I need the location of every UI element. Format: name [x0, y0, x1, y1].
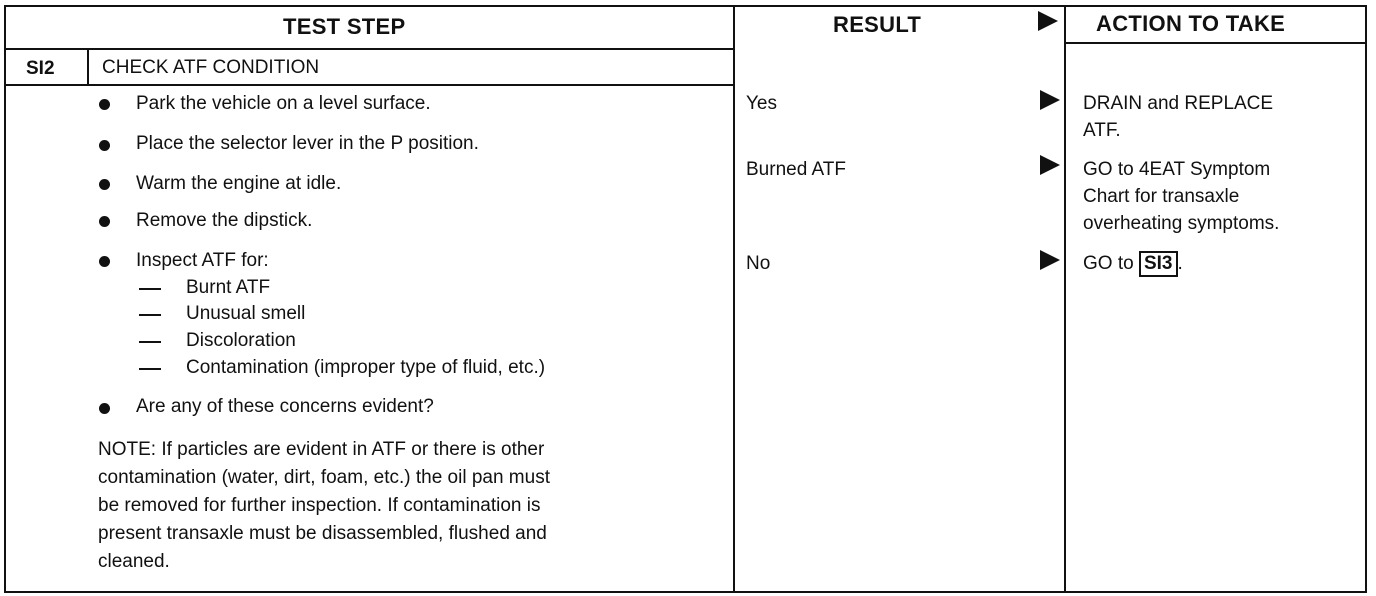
header-divider-right [1064, 42, 1367, 44]
step-id-divider [87, 48, 89, 86]
sub-item-text: Unusual smell [186, 303, 306, 324]
result-burned: Burned ATF [746, 159, 846, 180]
sub-item-text: Discoloration [186, 330, 296, 351]
note-line: cleaned. [98, 551, 170, 572]
bullet-icon [99, 99, 110, 110]
step-title: CHECK ATF CONDITION [102, 57, 320, 78]
bullet-text: Are any of these concerns evident? [136, 396, 434, 417]
header-test-step: TEST STEP [283, 14, 406, 39]
action-yes-line: DRAIN and REPLACE [1083, 93, 1274, 114]
bullet-icon [99, 140, 110, 151]
note-block [98, 436, 718, 576]
action-burned-line: GO to 4EAT Symptom [1083, 159, 1271, 180]
result-arrow-icon [1040, 250, 1060, 270]
dash-icon [139, 341, 161, 343]
sub-item-text: Contamination (improper type of fluid, etc.) [186, 357, 546, 378]
bullet-icon [99, 256, 110, 267]
bullet-text: Remove the dipstick. [136, 210, 313, 231]
action-burned-line: Chart for transaxle [1083, 186, 1240, 207]
note-line: contamination (water, dirt, foam, etc.) the oil pan must [98, 467, 550, 488]
step-title-divider [4, 84, 735, 86]
divider-test-result [733, 5, 735, 593]
action-burned-line: overheating symptoms. [1083, 213, 1280, 234]
note-line: NOTE: If particles are evident in ATF or there is other [98, 439, 545, 460]
action-no-prefix: GO to [1083, 253, 1139, 274]
result-yes: Yes [746, 93, 777, 114]
result-arrow-icon [1040, 90, 1060, 110]
note-line: present transaxle must be disassembled, flushed and [98, 523, 547, 544]
bullet-icon [99, 403, 110, 414]
dash-icon [139, 368, 161, 370]
bullet-text: Place the selector lever in the P position. [136, 133, 479, 154]
bullet-text: Park the vehicle on a level surface. [136, 93, 431, 114]
bullet-icon [99, 179, 110, 190]
bullet-text: Inspect ATF for: [136, 250, 269, 271]
divider-result-action [1064, 5, 1066, 593]
dash-icon [139, 288, 161, 290]
sub-item-text: Burnt ATF [186, 277, 271, 298]
result-no: No [746, 253, 771, 274]
step-ref-link[interactable]: SI3 [1139, 251, 1178, 277]
header-result: RESULT [833, 12, 922, 37]
action-yes-line: ATF. [1083, 120, 1121, 141]
note-line: be removed for further inspection. If contamination is [98, 495, 541, 516]
header-action: ACTION TO TAKE [1096, 11, 1286, 36]
result-arrow-icon [1040, 155, 1060, 175]
step-id: SI2 [26, 58, 55, 79]
header-arrow-icon [1038, 11, 1058, 31]
bullet-text: Warm the engine at idle. [136, 173, 342, 194]
dash-icon [139, 314, 161, 316]
action-no [1083, 251, 1183, 277]
header-divider-left [4, 48, 735, 50]
bullet-icon [99, 216, 110, 227]
action-no-suffix: . [1177, 253, 1183, 274]
